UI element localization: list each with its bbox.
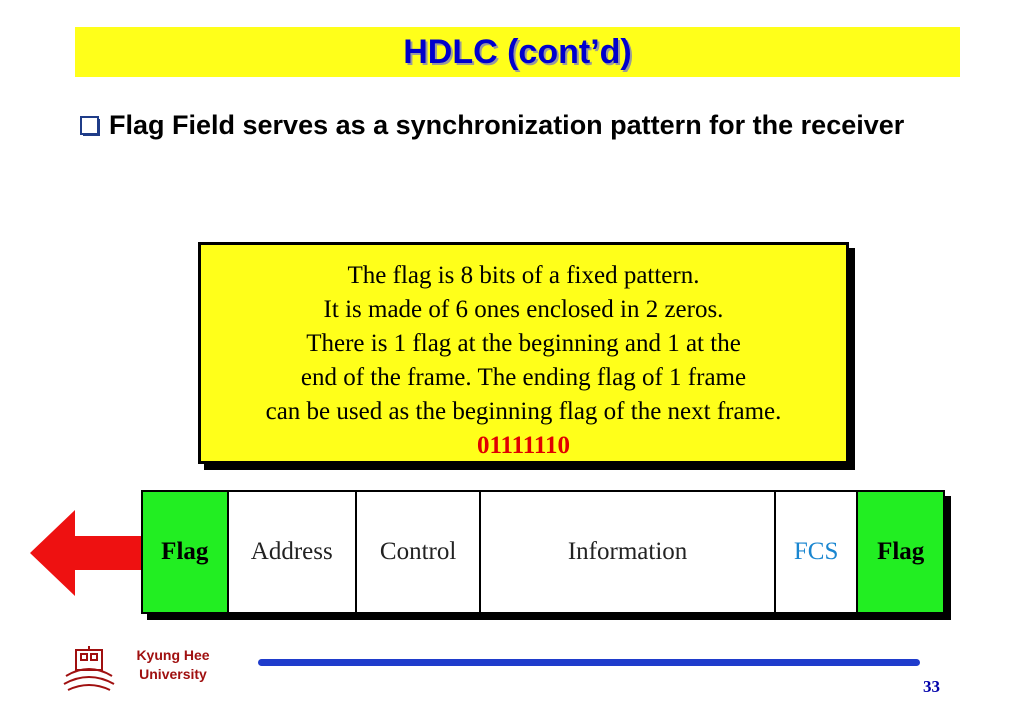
frame-field-label: Control — [379, 538, 457, 565]
frame-field-label: Information — [567, 538, 688, 565]
info-line: end of the frame. The ending flag of 1 frame — [300, 364, 747, 391]
info-line: can be used as the beginning flag of the next frame. — [265, 398, 782, 425]
slide-title: HDLC (cont’d) — [403, 32, 632, 71]
flag-info-box — [198, 242, 849, 464]
frame-field-label: Address — [250, 538, 333, 565]
bullet-text: Flag Field serves as a synchronization pattern for the receiver — [109, 110, 905, 140]
frame-field-information — [481, 492, 776, 612]
frame-field-label: FCS — [793, 538, 839, 565]
frame-field-fcs — [776, 492, 859, 612]
frame-field-control — [357, 492, 481, 612]
flag-bit-pattern: 01111110 — [476, 432, 571, 459]
university-name-line1: Kyung Hee — [136, 647, 210, 663]
checkbox-bullet-icon — [80, 116, 102, 138]
bullet-point — [80, 103, 950, 148]
title-bar — [75, 27, 960, 77]
university-name — [118, 646, 228, 684]
frame-field-flag-start — [143, 492, 229, 612]
left-arrow-icon — [30, 510, 145, 596]
page-number: 33 — [923, 677, 940, 696]
info-line: The flag is 8 bits of a fixed pattern. — [347, 262, 700, 289]
university-seal-icon — [62, 646, 116, 694]
frame-field-address — [229, 492, 357, 612]
university-name-line2: University — [139, 666, 207, 682]
frame-field-label: Flag — [877, 538, 925, 565]
footer-divider — [258, 659, 920, 666]
frame-field-flag-end — [858, 492, 943, 612]
frame-field-label: Flag — [161, 538, 209, 565]
hdlc-frame — [141, 490, 945, 614]
info-line: It is made of 6 ones enclosed in 2 zeros. — [323, 296, 724, 323]
info-line: There is 1 flag at the beginning and 1 at the — [306, 330, 741, 357]
